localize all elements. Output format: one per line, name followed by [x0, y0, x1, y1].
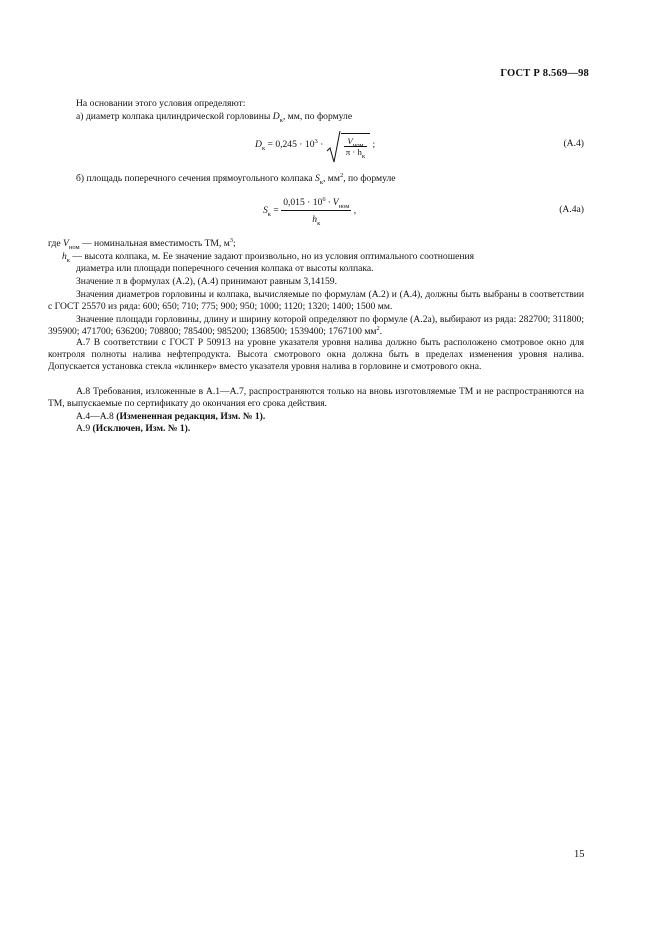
formula-a4-num-sub: ном	[352, 141, 364, 149]
formula-a4-exp: 3	[314, 138, 318, 146]
formula-a4-coef: = 0,245 · 10	[265, 139, 315, 151]
note2-plain: А.9	[76, 423, 93, 434]
formula-a4-lhs: D	[255, 139, 262, 151]
item-a-sub: к	[279, 116, 283, 124]
paragraph-areas	[48, 314, 584, 338]
formula-a4a-lhs: S	[263, 205, 268, 217]
note1-plain: А.4—А.8	[76, 411, 117, 422]
where-h-line	[62, 251, 584, 263]
formula-a4-sqrt	[326, 133, 370, 160]
item-a-line	[48, 111, 584, 123]
formula-a4-num: V	[347, 136, 353, 146]
item-a-symbol: D	[272, 111, 280, 122]
paragraph-areas-sup: 2	[376, 325, 380, 333]
item-a-suffix: , мм, по формуле	[282, 111, 353, 122]
formula-a4a-den: h	[312, 214, 318, 225]
formula-a4-den: π · h	[345, 147, 362, 157]
where-h-sub: к	[66, 256, 70, 264]
formula-a4a-num-b: · V	[325, 197, 339, 208]
item-b-sub: к	[319, 178, 323, 186]
note-amendment-a4-a8	[48, 411, 584, 423]
formula-a4a	[263, 196, 356, 226]
equation-number-a4: (А.4)	[563, 138, 584, 149]
paragraph-a7: А.7 В соответствии с ГОСТ Р 50913 на уровне указателя уровня налива должно быть расположено смотровое окно для контроля полноты налива нефтепродукта. Высота смотрового окна должна быть в пределах изменения уровня налива. Допускается установка стекла «клинкер» вместо указателя уровня налива в горловине и смотрового окна.	[48, 337, 584, 373]
formula-a4-den-sub: к	[361, 152, 366, 160]
note2-bold: (Исключен, Изм. № 1).	[92, 423, 191, 434]
formula-a4	[255, 133, 376, 160]
item-b-line	[48, 173, 584, 185]
formula-a4a-den-sub: к	[317, 219, 321, 227]
where-v-line	[48, 238, 584, 250]
where-v-end: ;	[233, 238, 236, 249]
item-b-prefix: б) площадь поперечного сечения прямоугольного колпака	[76, 173, 316, 184]
where-h-text: — высота колпака, м. Ее значение задают произвольно, но из условия оптимального соотношения	[69, 251, 475, 262]
item-b-mid: , мм	[323, 173, 340, 184]
document-header: ГОСТ Р 8.569—98	[500, 68, 589, 79]
where-h-symbol: h	[62, 251, 67, 262]
note1-bold: (Измененная редакция, Изм. № 1).	[116, 411, 266, 422]
where-v-sup: 3	[229, 236, 234, 244]
item-b-symbol: S	[315, 173, 320, 184]
item-b-suffix: , по формуле	[343, 173, 396, 184]
formula-a4a-num-sub: ном	[338, 202, 350, 210]
equation-number-a4a: (А.4а)	[559, 204, 584, 215]
paragraph-a8: А.8 Требования, изложенные в А.1—А.7, распространяются только на вновь изготовляемые ТМ и не распространяются на ТМ, выпускаемые по сертификату до окончания его срока действия.	[48, 386, 584, 410]
page-number: 15	[574, 849, 585, 860]
formula-a4a-num-exp: 6	[322, 195, 326, 203]
where-prefix: где	[48, 238, 63, 249]
where-v-text: — номинальная вместимость ТМ, м	[79, 238, 230, 249]
paragraph-areas-end: .	[379, 326, 383, 338]
formula-a4a-eq: =	[270, 205, 282, 217]
paragraph-diameters: Значения диаметров горловины и колпака, вычисляемые по формулам (А.2) и (А.4), должны быть выбраны в соответствии с ГОСТ 25570 из ряда: 600; 650; 710; 775; 900; 950; 1000; 1120; 1320; 1400; 1500 мм.	[48, 289, 584, 313]
intro-line: На основании этого условия определяют:	[76, 98, 246, 109]
paragraph-areas-text: Значение площади горловины, длину и ширину которой определяют по формуле (А.2а), выбирают из ряда: 282700; 311800; 395900; 471700; 636200; 708800; 785400; 985200; 1368500; 1539400; 1767100 мм	[48, 314, 584, 338]
item-a-prefix: а) диаметр колпака цилиндрической горловины	[76, 111, 273, 122]
formula-a4-lhs-sub: к	[261, 145, 266, 153]
where-h-continuation: диаметра или площади поперечного сечения колпака от высоты колпака.	[76, 263, 374, 274]
formula-a4-tail: ;	[370, 139, 376, 151]
where-v-symbol: V	[63, 238, 69, 249]
formula-a4-dot: ·	[317, 139, 326, 151]
radical-sign-icon	[326, 129, 342, 165]
paragraph-pi-value: Значение π в формулах (А.2), (А.4) принимают равным 3,14159.	[76, 276, 338, 287]
where-v-sub: ном	[68, 243, 80, 251]
formula-a4a-lhs-sub: к	[267, 211, 271, 219]
item-b-sup: 2	[339, 171, 344, 179]
note-excluded-a9	[48, 423, 584, 435]
formula-a4a-tail: ,	[351, 205, 357, 217]
formula-a4a-num-a: 0,015 · 10	[283, 197, 323, 208]
